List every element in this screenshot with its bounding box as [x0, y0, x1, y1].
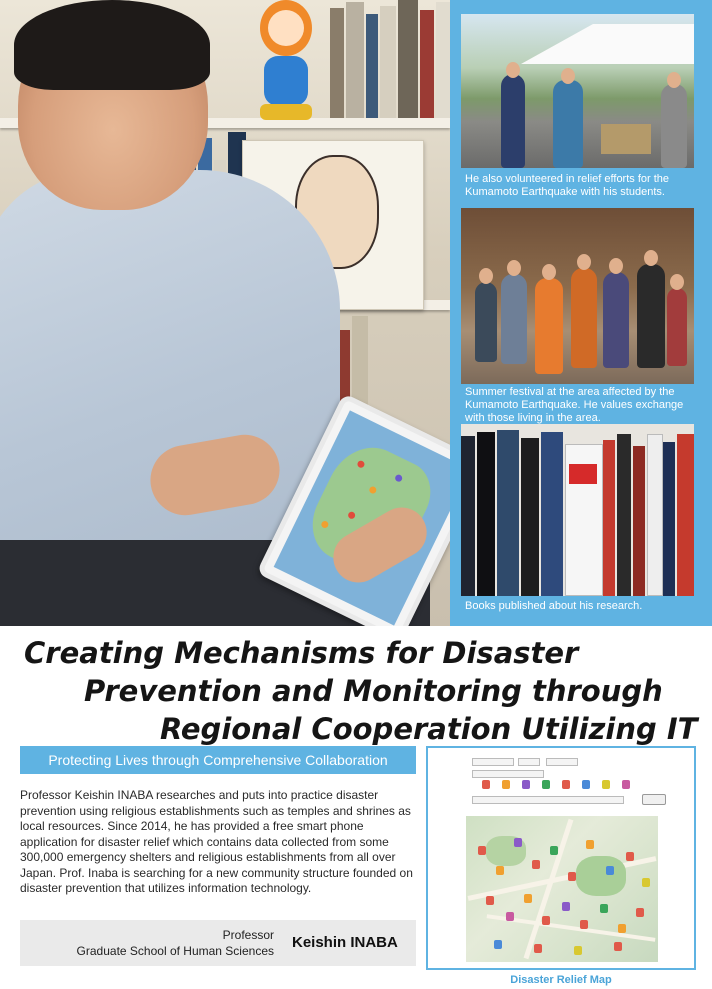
- profile-role: [77, 927, 274, 959]
- photo-caption: He also volunteered in relief efforts for the Kumamoto Earthquake with his students.: [465, 173, 670, 198]
- title-line: Prevention and Monitoring through: [84, 674, 663, 708]
- title-line: Regional Cooperation Utilizing IT: [160, 712, 698, 746]
- title-line: Creating Mechanisms for Disaster: [24, 636, 579, 670]
- photo-sidebar: [450, 0, 712, 626]
- books-photo: [461, 424, 694, 596]
- profile-box: [20, 920, 416, 966]
- hero-photo: [0, 0, 450, 626]
- map-image: [466, 816, 658, 962]
- photo-caption: Summer festival at the area affected by the Kumamoto Earthquake. He values exchange with those living in the area.: [465, 386, 684, 424]
- banner-text: Protecting Lives through Comprehensive Collaboration: [48, 752, 388, 768]
- profile-affiliation: Graduate School of Human Sciences: [76, 944, 274, 958]
- disaster-map-screenshot: [426, 746, 696, 970]
- section-banner: [20, 746, 416, 774]
- relief-volunteer-photo: [461, 14, 694, 168]
- photo-caption: Books published about his research.: [465, 600, 643, 612]
- books-row: [330, 0, 450, 118]
- mascot-figurine: [250, 0, 320, 122]
- article-body: Professor Keishin INABA researches and puts into practice disaster prevention using religious establishments such as temples and shrines as local resources. Since 2014, he has provided a free smart phone application for disaster relief which contains data collected from some 300,000 emergency shelters and religious establishments from all over Japan. Prof. Inaba is searching for a new community structure founded on disaster prevention that utilizes information technology.: [20, 788, 413, 895]
- summer-festival-photo: [461, 208, 694, 384]
- map-caption: Disaster Relief Map: [510, 974, 612, 986]
- profile-name: Keishin INABA: [292, 934, 398, 951]
- profile-position: Professor: [222, 928, 274, 942]
- professor-hair: [14, 0, 210, 90]
- map-search-form: [442, 756, 682, 812]
